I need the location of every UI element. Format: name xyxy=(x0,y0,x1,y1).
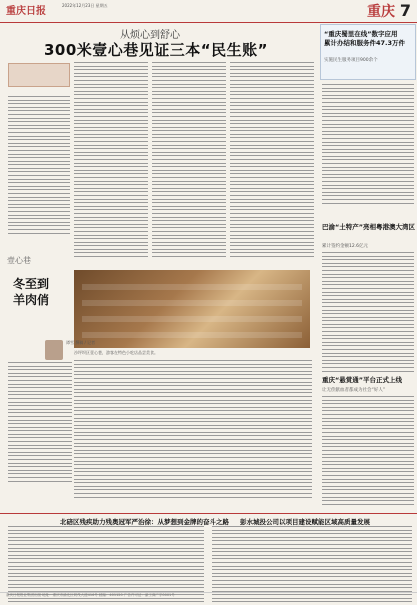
footer-text: 重庆日报报业集团出版 地址：重庆市渝北区同茂大道416号 邮编：401120 广告许可证：渝工商广字0001号 xyxy=(6,593,175,597)
page-number: 7 xyxy=(399,1,411,20)
author-avatar xyxy=(45,340,63,360)
article-column-4 xyxy=(230,62,314,260)
photo-caption: 沙坪坝区壹心巷，游客在特色小吃店品尝美食。 xyxy=(74,350,158,355)
article-column-3 xyxy=(152,62,226,260)
column-text xyxy=(8,362,72,484)
section-title xyxy=(367,1,411,21)
paper-name: 重庆日报 xyxy=(6,6,46,17)
article-photo xyxy=(74,270,310,348)
column-author: 谭雪 撰稿 / 记者 xyxy=(66,340,96,345)
article-column-1 xyxy=(8,96,70,236)
right-story-subtitle: 累计签约金额12.6亿元 xyxy=(322,244,369,249)
stamp-logo xyxy=(8,63,70,87)
right-feature-subtitle: 实施民生服务项目900余个 xyxy=(324,58,378,63)
right-feature-title-line1: “重庆蜀里在线”数字应用 xyxy=(324,30,398,38)
column-tag: 壹心巷 xyxy=(7,256,31,265)
bottom-left-title: 北碚区残疾助力残奥冠军严治徐：从梦想到金牌的奋斗之路 xyxy=(60,518,229,526)
bottom-right-title: 彭水城投公司以项目建设赋能区域高质量发展 xyxy=(240,518,370,526)
right-story2-subtitle: 让无偿献血者都成为社会“好人” xyxy=(322,388,386,393)
right-story2-text xyxy=(322,396,414,507)
issue-date: 2022年12月23日 星期五 xyxy=(62,3,108,8)
section-name: 重庆 xyxy=(366,4,395,20)
column-title xyxy=(13,276,49,308)
article-continued-text xyxy=(74,360,312,500)
right-story2-title: 重庆“悬赏通”平台正式上线 xyxy=(322,376,403,384)
right-feature-text xyxy=(322,84,414,206)
column-title-line1: 冬至到 xyxy=(13,277,50,291)
column-title-line2: 羊肉俏 xyxy=(13,293,50,307)
headline-kicker: 从烦心到舒心 xyxy=(120,30,180,41)
right-feature-title xyxy=(324,30,405,48)
article-column-2 xyxy=(74,62,148,260)
right-story-text xyxy=(322,252,414,374)
bottom-divider xyxy=(0,513,417,514)
headline-title: 300米壹心巷见证三本“民生账” xyxy=(44,41,269,59)
right-feature-title-line2: 累计办结和服务件47.3万件 xyxy=(324,39,406,47)
right-story-title: 巴渝“土特产”亮相粤港澳大湾区 xyxy=(322,223,416,231)
